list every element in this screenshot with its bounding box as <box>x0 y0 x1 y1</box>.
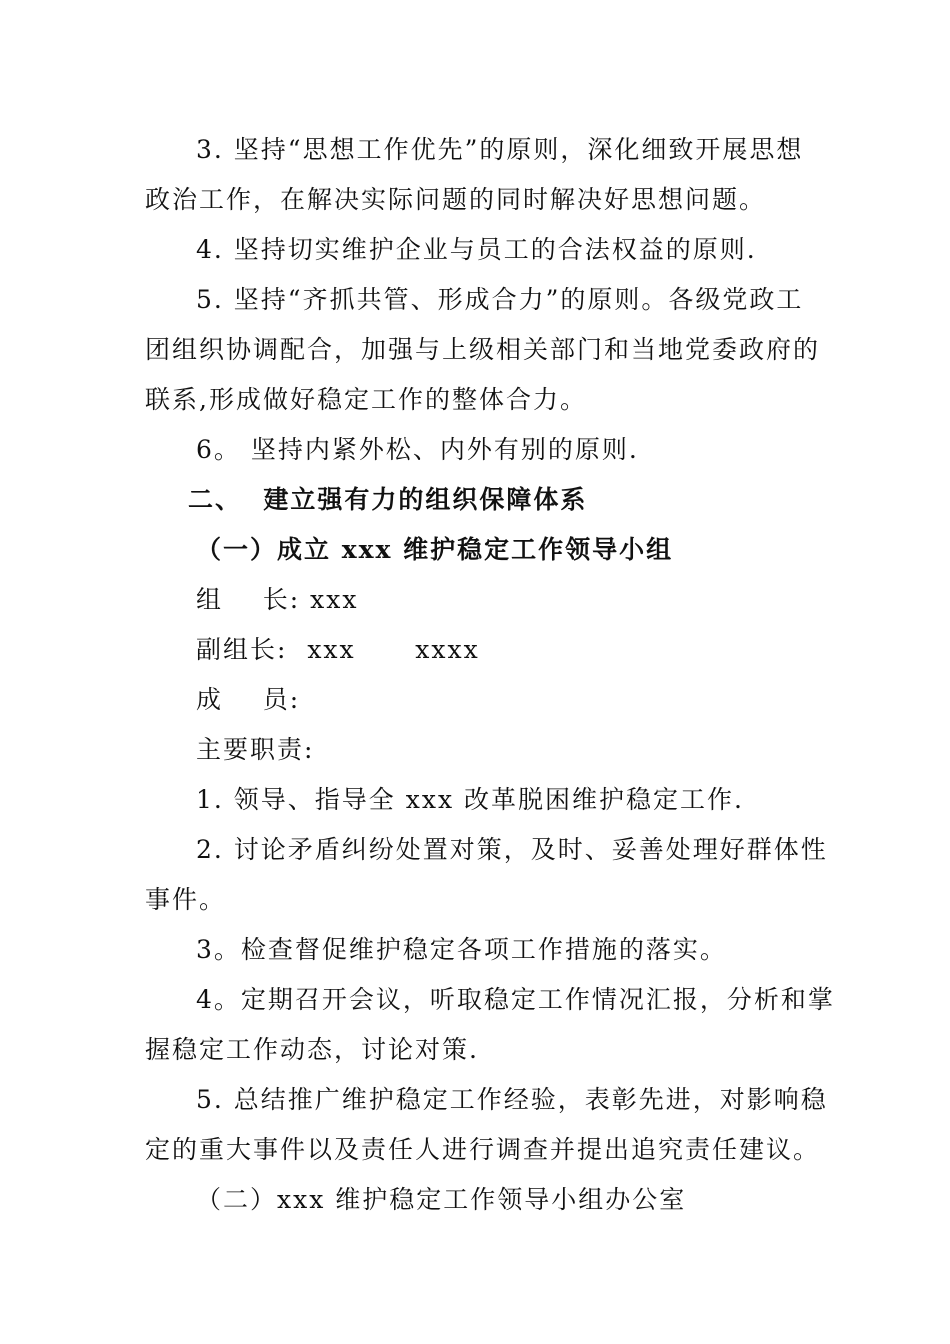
duty-5-line-1: 5. 总结推广维护稳定工作经验，表彰先进，对影响稳 <box>196 1085 828 1114</box>
duty-2-line-1: 2. 讨论矛盾纠纷处置对策，及时、妥善处理好群体性 <box>196 835 828 864</box>
duty-5-line-2: 定的重大事件以及责任人进行调查并提出追究责任建议。 <box>145 1135 821 1164</box>
paragraph-3-line-2: 政治工作，在解决实际问题的同时解决好思想问题。 <box>145 185 767 214</box>
paragraph-6: 6。 坚持内紧外松、内外有别的原则. <box>196 435 639 464</box>
paragraph-4: 4. 坚持切实维护企业与员工的合法权益的原则. <box>196 235 757 264</box>
duty-1: 1. 领导、指导全 xxx 改革脱困维护稳定工作. <box>196 785 744 814</box>
leader-line: 组 长: xxx <box>196 585 359 614</box>
deputy-leader-line: 副组长: xxx xxxx <box>196 635 480 664</box>
duty-4-line-1: 4。定期召开会议，听取稳定工作情况汇报，分析和掌 <box>196 985 835 1014</box>
paragraph-5-line-3: 联系,形成做好稳定工作的整体合力。 <box>145 385 587 414</box>
subsection-heading-1: （一）成立 xxx 维护稳定工作领导小组 <box>196 535 674 564</box>
paragraph-5-line-2: 团组织协调配合，加强与上级相关部门和当地党委政府的 <box>145 335 821 364</box>
duty-2-line-2: 事件。 <box>145 885 227 914</box>
section-heading: 二、 建立强有力的组织保障体系 <box>188 485 588 514</box>
duty-4-line-2: 握稳定工作动态，讨论对策. <box>145 1035 479 1064</box>
paragraph-5-line-1: 5. 坚持“齐抓共管、形成合力”的原则。各级党政工 <box>196 285 804 314</box>
paragraph-3-line-1: 3. 坚持“思想工作优先”的原则，深化细致开展思想 <box>196 135 804 164</box>
duties-title: 主要职责: <box>196 735 315 764</box>
duty-3: 3。检查督促维护稳定各项工作措施的落实。 <box>196 935 727 964</box>
subsection-heading-2: （二）xxx 维护稳定工作领导小组办公室 <box>196 1185 687 1214</box>
members-line: 成 员: <box>196 685 301 714</box>
